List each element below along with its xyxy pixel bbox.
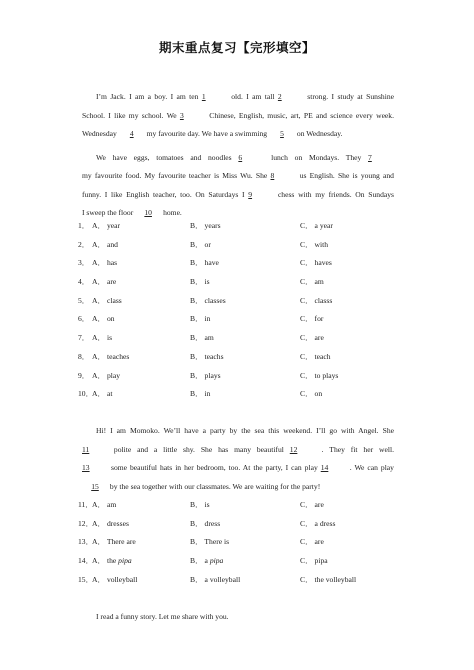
question-row [78, 329, 408, 348]
passage-line: I’m Jack. I am a boy. I am ten 1 old. I am tall 2 strong. I study at Sunshine [82, 88, 394, 107]
question-number: 13． [78, 537, 94, 547]
question-row [78, 515, 408, 534]
passage-line: Hi! I am Momoko. We’ll have a party by the sea this weekend. I’ll go with Angel. She [96, 426, 394, 435]
option-b: B． a volleyball [190, 574, 241, 584]
passage-line: 11 polite and a little shy. She has many beautiful 12 . They fit her well. [82, 441, 394, 460]
option-b: B． is [190, 277, 210, 287]
question-row [78, 571, 408, 590]
option-b: B． in [190, 389, 211, 399]
question-number: 3． [78, 258, 90, 268]
option-b: B． or [190, 239, 211, 249]
option-c: C． haves [300, 258, 332, 268]
option-b: B． There is [190, 537, 230, 547]
question-number: 7． [78, 333, 90, 343]
option-a: A． dresses [92, 518, 129, 528]
option-c: C． am [300, 277, 324, 287]
blank-9: 9 [248, 189, 253, 199]
option-b: B． teachs [190, 351, 224, 361]
option-c: C． on [300, 389, 323, 399]
question-row [78, 236, 408, 255]
question-number: 5． [78, 295, 90, 305]
question-row [78, 552, 408, 571]
blank-4: 4 [129, 129, 134, 138]
option-b: B． a pipa [190, 556, 224, 566]
option-a: A． class [92, 295, 122, 305]
option-a: A． play [92, 370, 121, 380]
option-c: C． to plays [300, 370, 339, 380]
question-row [78, 310, 408, 329]
passage-2 [82, 422, 394, 496]
page-title: 期末重点复习【完形填空】 [158, 40, 315, 55]
option-b: B． classes [190, 295, 226, 305]
option-c: C． for [300, 314, 324, 324]
question-number: 11． [78, 500, 93, 509]
passage-line: my favourite food. My favourite teacher is Miss Wu. She 8 us English. She is young and [82, 167, 394, 186]
passage-line: 13 some beautiful hats in her bedroom, too. At the party, I can play 14 . We can play [82, 459, 394, 478]
question-number: 6． [78, 314, 90, 324]
passage-3 [82, 608, 394, 627]
option-b: B． am [190, 333, 214, 343]
options-group-1 [78, 217, 408, 404]
passage-line: Wednesday 4 my favourite day. We have a swimming 5 on Wednesday. [82, 125, 394, 144]
option-a: A． is [92, 333, 113, 343]
option-b: B． in [190, 314, 211, 324]
question-number: 1． [78, 221, 90, 230]
question-row [78, 273, 408, 292]
option-b: B． plays [190, 370, 221, 380]
option-c: C． are [300, 500, 324, 509]
blank-10: 10 [144, 208, 152, 217]
blank-1: 1 [201, 92, 206, 101]
question-number: 10． [78, 389, 94, 399]
question-row [78, 292, 408, 311]
question-row [78, 385, 408, 404]
question-row [78, 533, 408, 552]
option-c: C． classs [300, 295, 333, 305]
option-a: A． volleyball [92, 574, 138, 584]
question-number: 15． [78, 574, 94, 584]
option-c: C． a dress [300, 518, 336, 528]
passage-line: 15 by the sea together with our classmates. We are waiting for the party! [82, 478, 394, 497]
question-row [78, 348, 408, 367]
question-row [78, 496, 408, 515]
option-b: B． dress [190, 518, 221, 528]
question-number: 9． [78, 370, 90, 380]
option-a: A． the pipa [92, 556, 132, 566]
blank-12: 12 [289, 444, 298, 454]
option-b: B． is [190, 500, 210, 509]
option-a: A． teaches [92, 351, 130, 361]
option-a: A． year [92, 221, 121, 230]
question-row [78, 217, 408, 236]
option-a: A． There are [92, 537, 136, 547]
option-c: C． are [300, 537, 324, 547]
question-row [78, 367, 408, 386]
passage-1 [82, 88, 394, 223]
blank-8: 8 [270, 171, 275, 180]
blank-14: 14 [320, 463, 329, 472]
question-row [78, 254, 408, 273]
question-number: 14． [78, 556, 94, 566]
question-number: 12． [78, 518, 94, 528]
option-c: C． are [300, 333, 324, 343]
option-c: C． the volleyball [300, 574, 357, 584]
option-a: A． on [92, 314, 115, 324]
passage-line: I read a funny story. Let me share with you. [96, 612, 229, 621]
blank-15: 15 [91, 481, 99, 491]
blank-6: 6 [238, 152, 243, 162]
blank-3: 3 [179, 110, 184, 120]
option-a: A． are [92, 277, 117, 287]
option-b: B． have [190, 258, 219, 268]
option-c: C． with [300, 239, 329, 249]
question-number: 2． [78, 239, 90, 249]
option-a: A． at [92, 389, 113, 399]
passage-line: We have eggs, tomatoes and noodles 6 lunch on Mondays. They 7 [82, 149, 394, 168]
option-a: A． has [92, 258, 118, 268]
option-c: C． a year [300, 221, 333, 230]
options-group-2 [78, 496, 408, 589]
passage-line: I sweep the floor 10 home. [82, 204, 394, 223]
option-c: C． teach [300, 351, 331, 361]
blank-11: 11 [82, 444, 90, 454]
option-c: C． pipa [300, 556, 328, 566]
option-a: A． am [92, 500, 117, 509]
blank-5: 5 [280, 129, 284, 138]
passage-line: School. I like my school. We 3 Chinese, English, music, art, PE and science every week. [82, 107, 394, 126]
option-a: A． and [92, 239, 118, 249]
question-number: 8． [78, 351, 90, 361]
blank-7: 7 [368, 152, 372, 162]
passage-line: funny. I like English teacher, too. On Saturdays I 9 chess with my friends. On Sundays [82, 186, 394, 205]
blank-13: 13 [82, 463, 90, 472]
question-number: 4． [78, 277, 90, 287]
blank-2: 2 [277, 92, 282, 101]
option-b: B． years [190, 221, 221, 230]
